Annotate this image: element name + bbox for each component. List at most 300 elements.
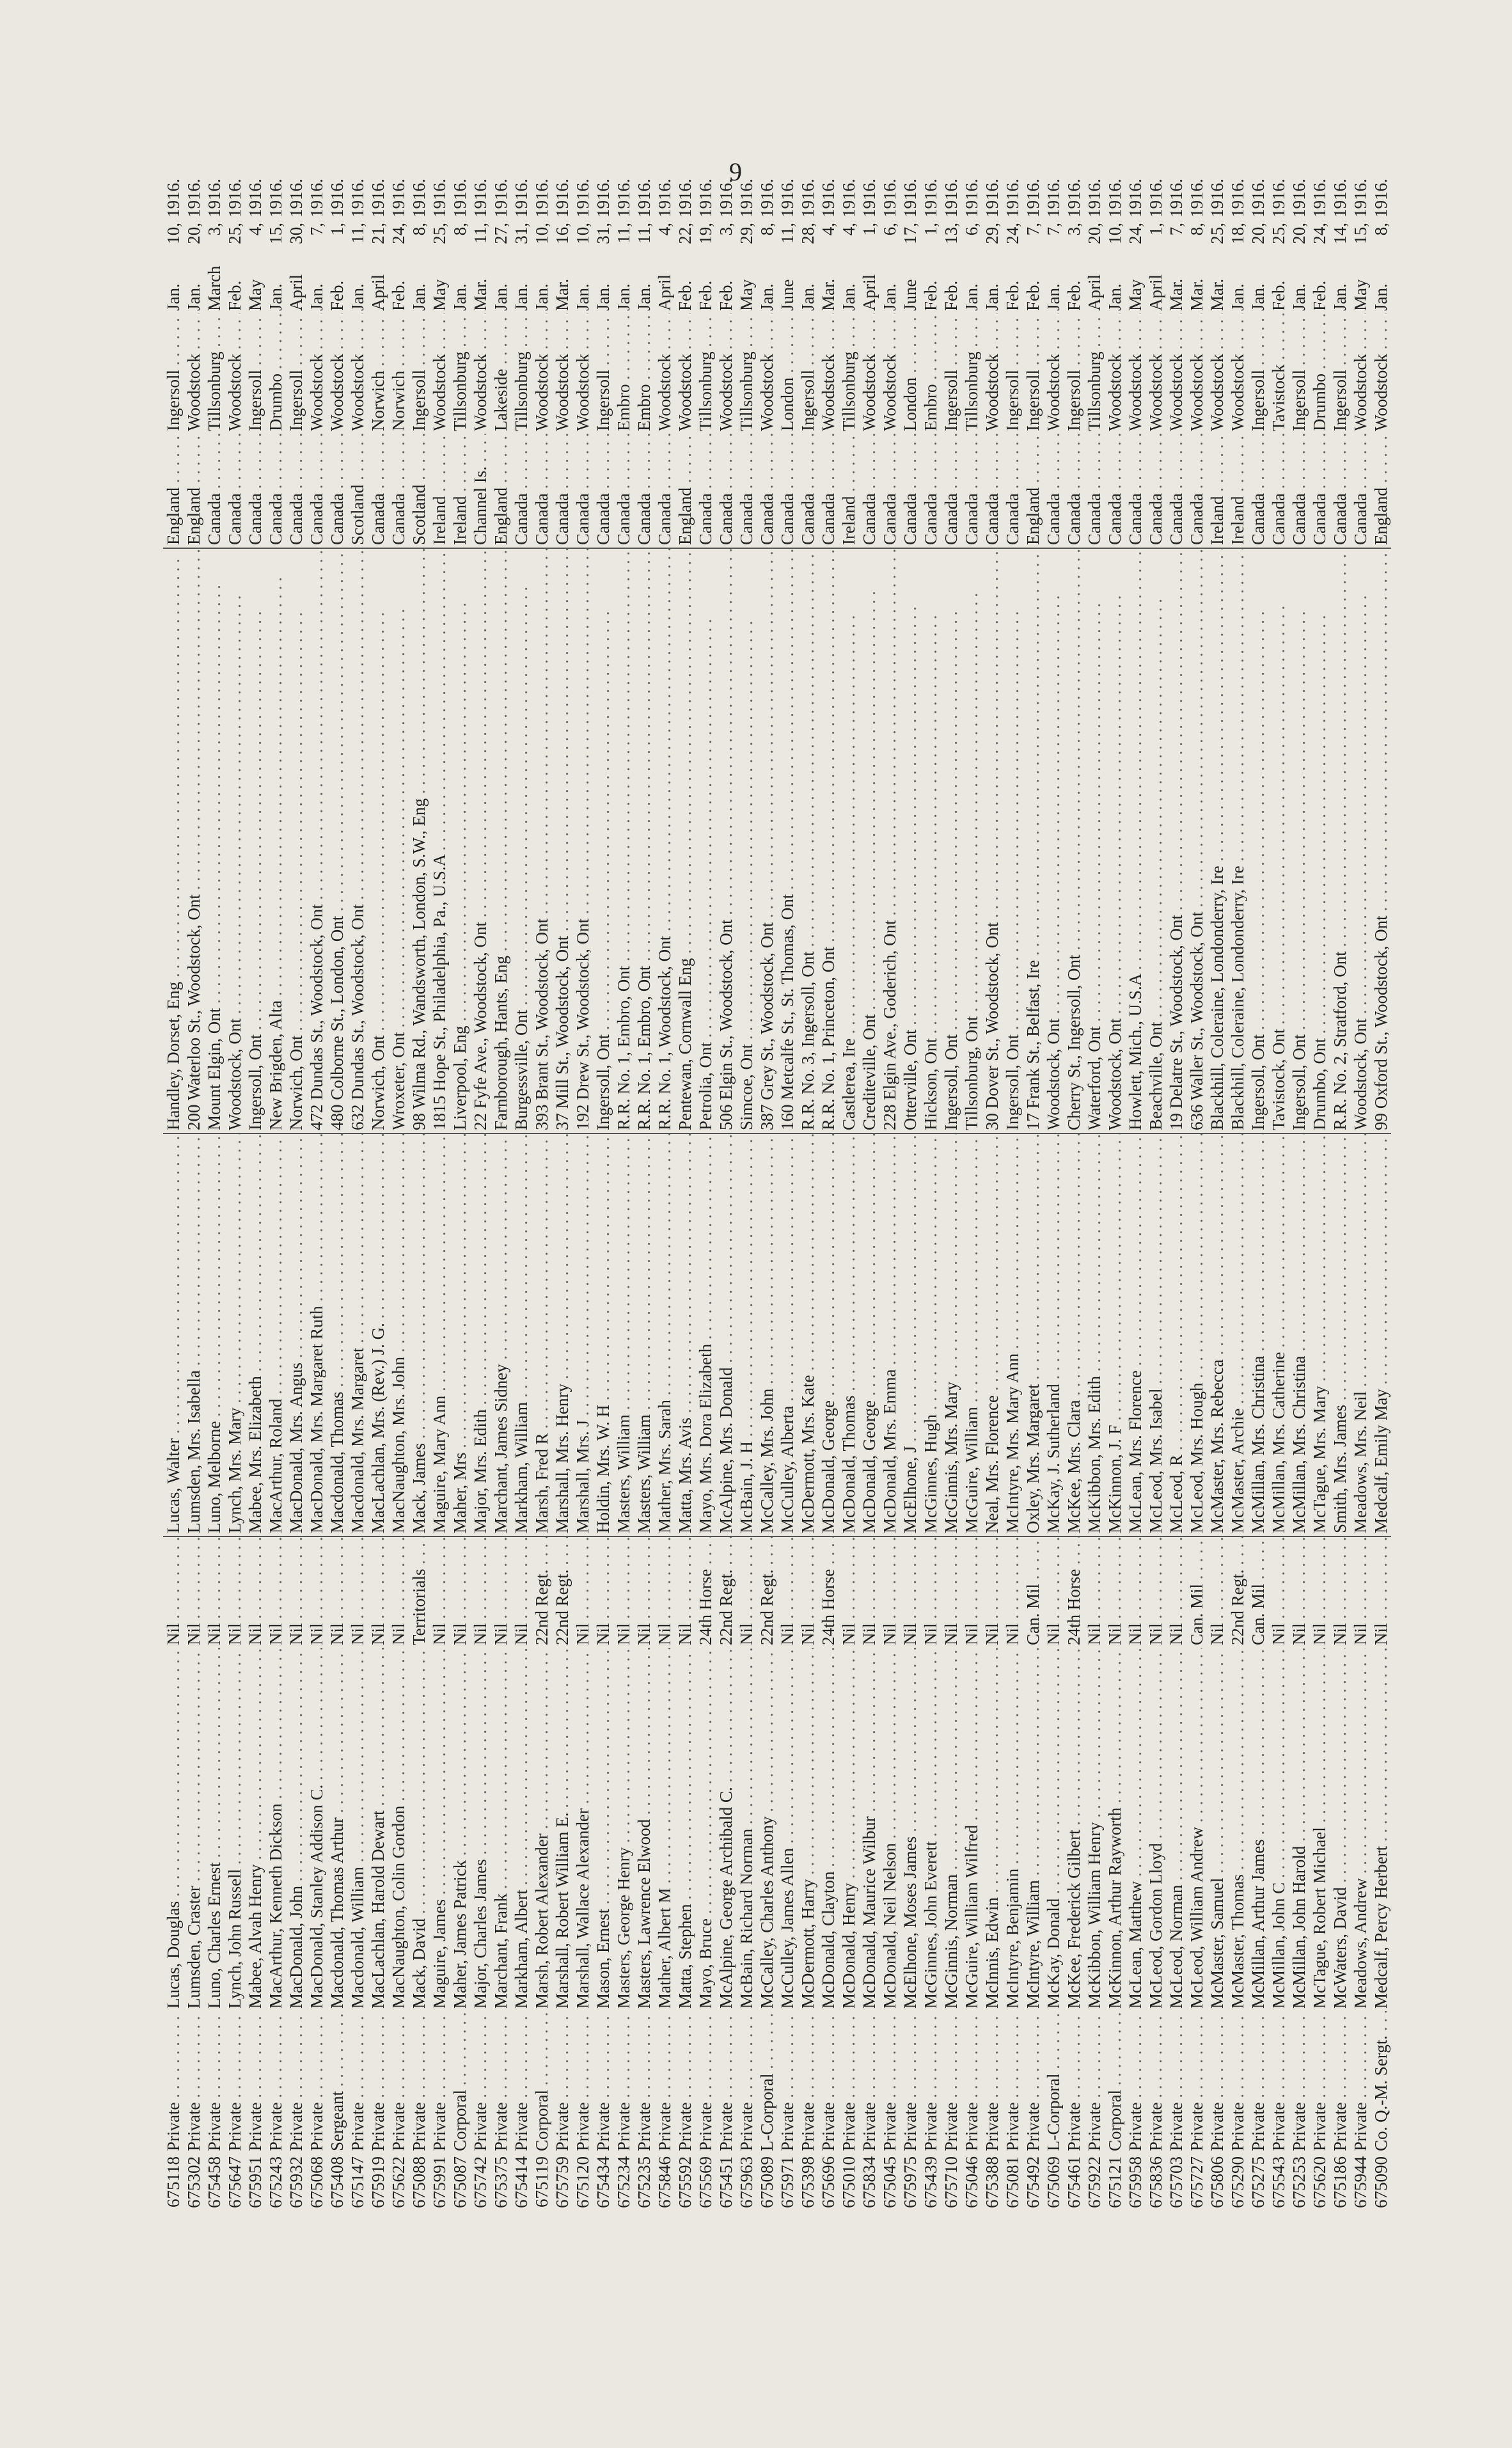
enlistment-day: 1, xyxy=(327,223,347,236)
enlistment-year: 1916. xyxy=(655,178,674,217)
country-of-birth: England . . . xyxy=(184,434,204,548)
table-row xyxy=(654,170,675,2213)
enlistment-day: 28, xyxy=(798,223,817,244)
table-row xyxy=(184,170,204,2213)
enlistment-year: 1916. xyxy=(225,178,244,217)
enlistment-day: 10, xyxy=(164,223,183,244)
next-of-kin: Macdonald, Mrs. Margaret . . . xyxy=(347,1133,368,1536)
table-row xyxy=(695,170,716,2213)
next-of-kin-address: R.R. No. 1, Embro, Ont . . . xyxy=(613,548,634,1133)
enlistment-year: 1916. xyxy=(348,178,367,217)
enlistment-day: 11, xyxy=(471,223,490,244)
enlistment-day: 10, xyxy=(532,223,551,244)
enlistment-year: 1916. xyxy=(1064,178,1083,217)
next-of-kin: Lynch, Mrs. Mary . . . xyxy=(224,1133,245,1536)
next-of-kin-address: 632 Dundas St., Woodstock, Ont . . . xyxy=(347,548,368,1133)
table-row xyxy=(1371,170,1391,2213)
enlistment-day: 8, xyxy=(409,223,429,236)
enlistment-month: April xyxy=(860,274,879,311)
soldier-name: McTague, Robert Michael . . . xyxy=(1309,1648,1330,2011)
soldier-name: Marshall, Wallace Alexander . . . xyxy=(572,1648,593,2011)
page-number: 9 xyxy=(729,157,742,186)
next-of-kin-address: Farnborough, Hants, Eng . . . xyxy=(491,548,511,1133)
enlistment-month: Mar. xyxy=(1208,278,1227,311)
enlistment-month: Jan. xyxy=(614,283,633,311)
next-of-kin-address: Woodstock, Ont . . . xyxy=(1350,548,1371,1133)
regimental-number: 675089 xyxy=(757,2156,776,2208)
table-row xyxy=(450,170,470,2213)
enlistment-day: 19, xyxy=(696,223,715,244)
enlistment-day: 11, xyxy=(348,223,367,244)
country-of-birth: England . . . xyxy=(491,434,511,548)
enlistment-year: 1916. xyxy=(696,178,715,217)
next-of-kin-address: 393 Brant St., Woodstock, Ont . . . xyxy=(532,548,552,1133)
previous-service: Nil . . . xyxy=(286,1536,306,1648)
regimental-number: 675458 xyxy=(205,2156,224,2208)
place-of-enlistment: Ingersoll . . . xyxy=(245,313,265,434)
country-of-birth: Canada . . . xyxy=(1350,434,1371,548)
enlistment-year: 1916. xyxy=(491,178,510,217)
regimental-number: 675069 xyxy=(1044,2156,1063,2208)
enlistment-year: 1916. xyxy=(450,178,469,217)
regimental-number: 675922 xyxy=(1085,2156,1104,2208)
next-of-kin: McKinnon, J. F . . . xyxy=(1105,1133,1125,1536)
enlistment-day: 20, xyxy=(1289,223,1309,244)
regimental-number: 675088 xyxy=(409,2156,429,2208)
next-of-kin-address: Crediteville, Ont . . . xyxy=(859,548,879,1133)
place-of-enlistment: Woodstock . . . xyxy=(1350,313,1371,434)
previous-service: Nil . . . xyxy=(1207,1536,1227,1648)
enlistment-day: 4, xyxy=(246,223,265,236)
table-row xyxy=(265,170,286,2213)
place-of-enlistment: Tillsonburg . . . xyxy=(695,313,716,434)
enlistment-day: 8, xyxy=(1187,223,1206,236)
rank: Private . . . xyxy=(224,2011,245,2154)
next-of-kin: Lumsden, Mrs. Isabella . . . xyxy=(184,1133,204,1536)
enlistment-day: 20, xyxy=(184,223,203,244)
next-of-kin-address: 1815 Hope St., Philadelphia, Pa., U.S.A . . . xyxy=(429,548,450,1133)
enlistment-day: 11, xyxy=(778,223,797,244)
country-of-birth: Canada . . . xyxy=(327,434,347,548)
enlistment-day: 20, xyxy=(1085,223,1104,244)
soldier-name: McMaster, Thomas . . . xyxy=(1227,1648,1248,2011)
place-of-enlistment: Embro . . . xyxy=(613,313,634,434)
enlistment-month: Jan. xyxy=(1044,283,1063,311)
place-of-enlistment: Tillsonburg . . . xyxy=(736,313,757,434)
enlistment-month: Jan. xyxy=(307,283,326,311)
next-of-kin-address: 506 Elgin St., Woodstock, Ont . . . xyxy=(716,548,736,1133)
enlistment-month: Jan. xyxy=(1105,283,1124,311)
next-of-kin: MacDonald, Mrs. Margaret Ruth . . . xyxy=(306,1133,327,1536)
rank: Private . . . xyxy=(1146,2011,1166,2154)
enlistment-month: Feb. xyxy=(1269,280,1288,311)
table-row xyxy=(388,170,409,2213)
previous-service: Nil . . . xyxy=(327,1536,347,1648)
rank: Private . . . xyxy=(613,2011,634,2154)
next-of-kin: McCalley, Mrs. John . . . xyxy=(757,1133,777,1536)
place-of-enlistment: Embro . . . xyxy=(920,313,941,434)
enlistment-year: 1916. xyxy=(389,178,408,217)
enlistment-month: Jan. xyxy=(450,283,469,311)
next-of-kin-address: Waterford, Ont . . . xyxy=(1084,548,1105,1133)
enlistment-month: Feb. xyxy=(389,280,408,311)
table-row xyxy=(1248,170,1268,2213)
enlistment-year: 1916. xyxy=(1187,178,1206,217)
rank: Private . . . xyxy=(1002,2011,1023,2154)
enlistment-year: 1916. xyxy=(839,178,858,217)
regimental-number: 675010 xyxy=(839,2156,858,2208)
regimental-number: 675120 xyxy=(573,2156,592,2208)
rank: Private . . . xyxy=(961,2011,982,2154)
next-of-kin-address: 160 Metcalfe St., St. Thomas, Ont . . . xyxy=(777,548,798,1133)
enlistment-year: 1916. xyxy=(1310,178,1329,217)
enlistment-month: Jan. xyxy=(491,283,510,311)
country-of-birth: Canada . . . xyxy=(654,434,675,548)
enlistment-day: 25, xyxy=(1269,223,1288,244)
regimental-number: 675068 xyxy=(307,2156,326,2208)
next-of-kin-address: 17 Frank St., Belfast, Ire . . . xyxy=(1023,548,1043,1133)
soldier-name: Medcalf, Percy Herbert . . . xyxy=(1371,1648,1391,2011)
enlistment-day: 25, xyxy=(225,223,244,244)
soldier-name: McCalley, Charles Anthony . . . xyxy=(757,1648,777,2011)
enlistment-day: 30, xyxy=(287,223,306,244)
enlistment-month: Jan. xyxy=(1228,283,1247,311)
country-of-birth: Canada . . . xyxy=(593,434,613,548)
country-of-birth: England . . . xyxy=(1023,434,1043,548)
table-row xyxy=(368,170,388,2213)
soldier-name: Meadows, Andrew . . . xyxy=(1350,1648,1371,2011)
regimental-number: 675975 xyxy=(901,2156,920,2208)
soldier-name: McLeod, William Andrew . . . xyxy=(1186,1648,1207,2011)
next-of-kin-address: 387 Grey St., Woodstock, Ont . . . xyxy=(757,548,777,1133)
regimental-number: 675434 xyxy=(594,2156,613,2208)
rank: Private . . . xyxy=(798,2011,818,2154)
enlistment-day: 29, xyxy=(982,223,1002,244)
place-of-enlistment: Woodstock . . . xyxy=(879,313,900,434)
rank: Private . . . xyxy=(265,2011,286,2154)
table-row xyxy=(347,170,368,2213)
country-of-birth: Canada . . . xyxy=(818,434,839,548)
enlistment-month: Feb. xyxy=(1003,280,1022,311)
enlistment-month: Jan. xyxy=(634,283,654,311)
country-of-birth: England . . . xyxy=(163,434,184,548)
next-of-kin-address: Hickson, Ont . . . xyxy=(920,548,941,1133)
enlistment-month: June xyxy=(778,279,797,311)
table-row xyxy=(859,170,879,2213)
soldier-name: Maher, James Patrick . . . xyxy=(450,1648,470,2011)
next-of-kin-address: 200 Waterloo St., Woodstock, Ont . . . xyxy=(184,548,204,1133)
regimental-number: 675543 xyxy=(1269,2156,1288,2208)
enlistment-month: May xyxy=(1126,279,1145,311)
previous-service: Nil . . . xyxy=(306,1536,327,1648)
previous-service: Nil . . . xyxy=(429,1536,450,1648)
country-of-birth: Canada . . . xyxy=(757,434,777,548)
enlistment-month: Feb. xyxy=(675,280,695,311)
table-row xyxy=(1146,170,1166,2213)
previous-service: Nil . . . xyxy=(1350,1536,1371,1648)
place-of-enlistment: Woodstock . . . xyxy=(654,313,675,434)
next-of-kin-address: 22 Fyfe Ave., Woodstock, Ont . . . xyxy=(470,548,491,1133)
rank: Private . . . xyxy=(879,2011,900,2154)
enlistment-year: 1916. xyxy=(1085,178,1104,217)
soldier-name: Masters, George Henry . . . xyxy=(613,1648,634,2011)
table-row xyxy=(1186,170,1207,2213)
country-of-birth: Canada . . . xyxy=(1125,434,1146,548)
regimental-number: 675834 xyxy=(860,2156,879,2208)
table-row xyxy=(429,170,450,2213)
next-of-kin: McBain, J. H . . . xyxy=(736,1133,757,1536)
place-of-enlistment: Embro . . . xyxy=(634,313,654,434)
enlistment-month: Jan. xyxy=(798,283,817,311)
rank: Private . . . xyxy=(777,2011,798,2154)
rank: Private . . . xyxy=(204,2011,224,2154)
rank: Private . . . xyxy=(1309,2011,1330,2154)
next-of-kin-address: Simcoe, Ont . . . xyxy=(736,548,757,1133)
previous-service: Nil . . . xyxy=(879,1536,900,1648)
enlistment-year: 1916. xyxy=(532,178,551,217)
rank: Private . . . xyxy=(470,2011,491,2154)
previous-service: Nil . . . xyxy=(1084,1536,1105,1648)
next-of-kin-address: Woodstock, Ont . . . xyxy=(1105,548,1125,1133)
previous-service: Nil . . . xyxy=(736,1536,757,1648)
enlistment-year: 1916. xyxy=(1351,178,1370,217)
country-of-birth: Canada . . . xyxy=(204,434,224,548)
enlistment-month: Mar. xyxy=(471,278,490,311)
previous-service: Nil . . . xyxy=(1146,1536,1166,1648)
rank: L-Corporal . . . xyxy=(1043,2011,1064,2154)
place-of-enlistment: Woodstock . . . xyxy=(716,313,736,434)
soldier-name: McAlpine, George Archibald C. . . . xyxy=(716,1648,736,2011)
next-of-kin: Lucas, Walter . . . xyxy=(163,1133,184,1536)
soldier-name: Mack, David . . . xyxy=(409,1648,429,2011)
country-of-birth: Ireland . . . xyxy=(429,434,450,548)
regimental-number: 675275 xyxy=(1248,2156,1268,2208)
previous-service: Nil . . . xyxy=(388,1536,409,1648)
table-row xyxy=(1309,170,1330,2213)
enlistment-year: 1916. xyxy=(614,178,633,217)
next-of-kin-address: Wroxeter, Ont . . . xyxy=(388,548,409,1133)
country-of-birth: Canada . . . xyxy=(1289,434,1309,548)
next-of-kin-address: 228 Elgin Ave., Goderich, Ont . . . xyxy=(879,548,900,1133)
enlistment-month: Jan. xyxy=(982,283,1002,311)
place-of-enlistment: Woodstock . . . xyxy=(306,313,327,434)
previous-service: Nil . . . xyxy=(572,1536,593,1648)
place-of-enlistment: Tillsonburg . . . xyxy=(1084,313,1105,434)
rank: Private . . . xyxy=(1289,2011,1309,2154)
enlistment-month: March xyxy=(205,265,224,311)
regimental-number: 675622 xyxy=(389,2156,408,2208)
enlistment-year: 1916. xyxy=(1248,178,1268,217)
enlistment-day: 16, xyxy=(553,223,572,244)
next-of-kin-address: Blackhill, Coleraine, Londonderry, Ire . . . xyxy=(1227,548,1248,1133)
soldier-name: McIntyre, William . . . xyxy=(1023,1648,1043,2011)
next-of-kin: McKee, Mrs. Clara . . . xyxy=(1064,1133,1084,1536)
enlistment-year: 1916. xyxy=(368,178,388,217)
regimental-number: 675703 xyxy=(1167,2156,1186,2208)
enlistment-day: 22, xyxy=(675,223,695,244)
rank: Corporal . . . xyxy=(532,2011,552,2154)
next-of-kin-address: Ingersoll, Ont . . . xyxy=(1289,548,1309,1133)
regimental-number: 675290 xyxy=(1228,2156,1247,2208)
country-of-birth: Canada . . . xyxy=(1084,434,1105,548)
next-of-kin: Mack, James . . . xyxy=(409,1133,429,1536)
regimental-number: 675302 xyxy=(184,2156,203,2208)
place-of-enlistment: Woodstock . . . xyxy=(470,313,491,434)
next-of-kin-address: 192 Drew St., Woodstock, Ont . . . xyxy=(572,548,593,1133)
next-of-kin: McKay, J. Sutherland . . . xyxy=(1043,1133,1064,1536)
rank: Private . . . xyxy=(941,2011,961,2154)
soldier-name: MacDonald, Stanley Addison C. . . . xyxy=(306,1648,327,2011)
next-of-kin-address: New Brigden, Alta . . . xyxy=(265,548,286,1133)
regimental-number: 675951 xyxy=(246,2156,265,2208)
previous-service: Nil . . . xyxy=(654,1536,675,1648)
enlistment-year: 1916. xyxy=(409,178,429,217)
table-row xyxy=(327,170,347,2213)
next-of-kin-address: Woodstock, Ont . . . xyxy=(1043,548,1064,1133)
soldier-name: McKibbon, William Henry . . . xyxy=(1084,1648,1105,2011)
table-row xyxy=(1227,170,1248,2213)
enlistment-day: 25, xyxy=(430,223,449,244)
enlistment-table xyxy=(163,170,1391,2213)
next-of-kin-address: Norwich, Ont . . . xyxy=(368,548,388,1133)
country-of-birth: Canada . . . xyxy=(982,434,1002,548)
country-of-birth: Canada . . . xyxy=(879,434,900,548)
place-of-enlistment: Norwich . . . xyxy=(368,313,388,434)
place-of-enlistment: Woodstock . . . xyxy=(572,313,593,434)
soldier-name: Marchant, Frank . . . xyxy=(491,1648,511,2011)
rank: Private . . . xyxy=(245,2011,265,2154)
place-of-enlistment: Tavistock . . . xyxy=(1268,313,1289,434)
soldier-name: McMillan, Arthur James . . . xyxy=(1248,1648,1268,2011)
next-of-kin: McGinnis, Mrs. Mary . . . xyxy=(941,1133,961,1536)
place-of-enlistment: Woodstock . . . xyxy=(327,313,347,434)
next-of-kin: Marsh, Fred R . . . xyxy=(532,1133,552,1536)
regimental-number: 675147 xyxy=(348,2156,367,2208)
enlistment-month: May xyxy=(246,279,265,311)
next-of-kin-address: R.R. No. 1, Embro, Ont . . . xyxy=(634,548,654,1133)
enlistment-month: Jan. xyxy=(348,283,367,311)
table-row xyxy=(982,170,1002,2213)
next-of-kin-address: Handley, Dorset, Eng . . . xyxy=(163,548,184,1133)
enlistment-year: 1916. xyxy=(1371,178,1390,217)
previous-service: Nil . . . xyxy=(1125,1536,1146,1648)
enlistment-month: Jan. xyxy=(184,283,203,311)
country-of-birth: Canada . . . xyxy=(388,434,409,548)
enlistment-year: 1916. xyxy=(1044,178,1063,217)
next-of-kin-address: Tillsonburg, Ont . . . xyxy=(961,548,982,1133)
soldier-name: Major, Charles James . . . xyxy=(470,1648,491,2011)
previous-service: Nil . . . xyxy=(859,1536,879,1648)
previous-service: Nil . . . xyxy=(265,1536,286,1648)
next-of-kin-address: Pentewan, Cornwall Eng . . . xyxy=(675,548,695,1133)
regimental-number: 675836 xyxy=(1146,2156,1165,2208)
country-of-birth: Canada . . . xyxy=(1330,434,1350,548)
next-of-kin: McMillan, Mrs. Christina . . . xyxy=(1248,1133,1268,1536)
regimental-number: 675569 xyxy=(696,2156,715,2208)
regimental-number: 675846 xyxy=(655,2156,674,2208)
place-of-enlistment: Drumbo . . . xyxy=(1309,313,1330,434)
table-row xyxy=(634,170,654,2213)
next-of-kin-address: 472 Dundas St., Woodstock, Ont . . . xyxy=(306,548,327,1133)
regimental-number: 675186 xyxy=(1330,2156,1350,2208)
place-of-enlistment: Woodstock . . . xyxy=(1043,313,1064,434)
next-of-kin: Maguire, Mary Ann . . . xyxy=(429,1133,450,1536)
table-row xyxy=(675,170,695,2213)
country-of-birth: Channel Is. . . . xyxy=(470,434,491,548)
enlistment-day: 15, xyxy=(266,223,285,244)
table-row xyxy=(1084,170,1105,2213)
country-of-birth: Canada . . . xyxy=(245,434,265,548)
table-row xyxy=(798,170,818,2213)
rank: Private . . . xyxy=(286,2011,306,2154)
soldier-name: McKee, Frederick Gilbert . . . xyxy=(1064,1648,1084,2011)
table-row xyxy=(1350,170,1371,2213)
place-of-enlistment: Woodstock . . . xyxy=(184,313,204,434)
soldier-name: McLeod, Gordon Lloyd . . . xyxy=(1146,1648,1166,2011)
soldier-name: McLeod, Norman . . . xyxy=(1166,1648,1186,2011)
table-row xyxy=(1002,170,1023,2213)
place-of-enlistment: Ingersoll . . . xyxy=(286,313,306,434)
table-row xyxy=(1289,170,1309,2213)
rank: Private . . . xyxy=(593,2011,613,2154)
enlistment-day: 11, xyxy=(634,223,654,244)
enlistment-day: 31, xyxy=(594,223,613,244)
next-of-kin: MacLachlan, Mrs. (Rev.) J. G. . . . xyxy=(368,1133,388,1536)
previous-service: Nil . . . xyxy=(1309,1536,1330,1648)
country-of-birth: Canada . . . xyxy=(1186,434,1207,548)
soldier-name: McKay, Donald . . . xyxy=(1043,1648,1064,2011)
place-of-enlistment: Tillsonburg . . . xyxy=(450,313,470,434)
table-row xyxy=(613,170,634,2213)
country-of-birth: Canada . . . xyxy=(306,434,327,548)
enlistment-day: 17, xyxy=(901,223,920,244)
table-row xyxy=(1064,170,1084,2213)
enlistment-day: 21, xyxy=(368,223,388,244)
next-of-kin: McMillan, Mrs. Catherine . . . xyxy=(1268,1133,1289,1536)
soldier-name: Matta, Stephen . . . xyxy=(675,1648,695,2011)
place-of-enlistment: Woodstock . . . xyxy=(1207,313,1227,434)
enlistment-day: 10, xyxy=(1105,223,1124,244)
soldier-name: Lumsden, Craster . . . xyxy=(184,1648,204,2011)
rank: Private . . . xyxy=(1186,2011,1207,2154)
table-row xyxy=(1166,170,1186,2213)
soldier-name: McGinnes, John Everett . . . xyxy=(920,1648,941,2011)
soldier-name: Macdonald, Thomas Arthur . . . xyxy=(327,1648,347,2011)
previous-service: Nil . . . xyxy=(470,1536,491,1648)
previous-service: Nil . . . xyxy=(1166,1536,1186,1648)
country-of-birth: Canada . . . xyxy=(920,434,941,548)
table-row xyxy=(511,170,532,2213)
rank: Private . . . xyxy=(736,2011,757,2154)
place-of-enlistment: Tillsonburg . . . xyxy=(961,313,982,434)
table-row xyxy=(552,170,572,2213)
rank: Private . . . xyxy=(429,2011,450,2154)
enlistment-year: 1916. xyxy=(307,178,326,217)
enlistment-day: 1, xyxy=(1146,223,1165,236)
country-of-birth: Canada . . . xyxy=(695,434,716,548)
table-row xyxy=(920,170,941,2213)
enlistment-month: May xyxy=(737,279,756,311)
table-row xyxy=(245,170,265,2213)
table-row xyxy=(1105,170,1125,2213)
table-row xyxy=(163,170,184,2213)
enlistment-year: 1916. xyxy=(778,178,797,217)
soldier-name: McIntyre, Benjamin . . . xyxy=(1002,1648,1023,2011)
next-of-kin: McMaster, Mrs. Rebecca . . . xyxy=(1207,1133,1227,1536)
next-of-kin: McGinnes, Hugh . . . xyxy=(920,1133,941,1536)
place-of-enlistment: Woodstock . . . xyxy=(224,313,245,434)
enlistment-year: 1916. xyxy=(901,178,920,217)
